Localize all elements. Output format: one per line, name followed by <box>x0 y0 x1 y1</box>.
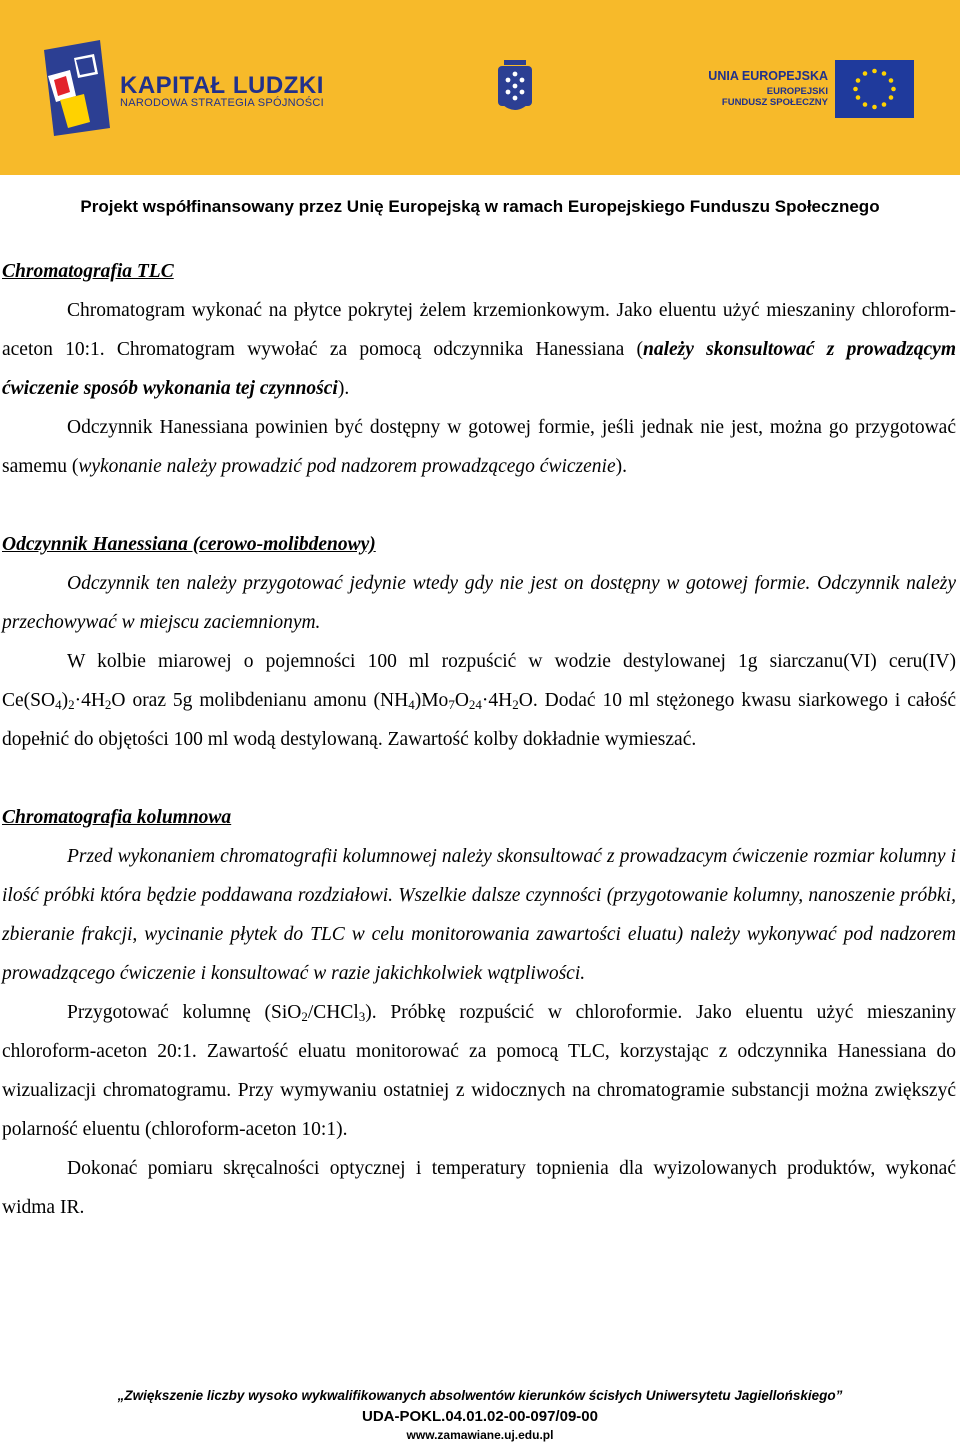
kapital-ludzki-subtitle: NARODOWA STRATEGIA SPÓJNOŚCI <box>120 97 324 109</box>
republic-emblem-icon <box>496 60 534 118</box>
header-band <box>0 0 960 175</box>
ue-subtitle-2: FUNDUSZ SPOŁECZNY <box>721 97 828 108</box>
kapital-ludzki-title: KAPITAŁ LUDZKI <box>120 72 324 99</box>
paragraph-column-2: Przygotować kolumnę (SiO$_2$/CHCl$_3$). Próbkę rozpuścić w chloroformie. Jako eluentu użyć mieszaniny chloroform-aceton 20:1. Zawartość eluatu monitorować za pomocą TLC, korzystając z odczynnika Hanessiana do wizualizacji chromatogramu. Przy wymywaniu ostatniej z widocznych na chromatogramie substancji można zwiększyć polarność eluentu (chloroform-aceton 10:1). <box>2 1002 956 1140</box>
footer-project-title: „Zwiększenie liczby wysoko wykwalifikowanych absolwentów kierunków ścisłych Uniwersytetu Jagiellońskiego” <box>117 1388 843 1403</box>
footer-project-code: UDA-POKL.04.01.02-00-097/09-00 <box>362 1408 598 1425</box>
paragraph-reagent-1: Odczynnik ten należy przygotować jedynie wtedy gdy nie jest on dostępny w gotowej formie. Odczynnik należy przechowywać w miejscu zaciemnionym. <box>2 573 956 633</box>
paragraph-tlc-1: Chromatogram wykonać na płytce pokrytej żelem krzemionkowym. Jako eluentu użyć mieszaniny chloroform-aceton 10:1. Chromatogram wywołać za pomocą odczynnika Hanessiana (należy skonsultować z prowadzącym ćwiczenie sposób wykonania tej czynności). <box>2 300 956 399</box>
paragraph-column-3: Dokonać pomiaru skręcalności optycznej i temperatury topnienia dla wyizolowanych produktów, wykonać widma IR. <box>2 1158 956 1218</box>
section-heading-tlc: Chromatografia TLC <box>2 261 174 282</box>
paragraph-reagent-2: W kolbie miarowej o pojemności 100 ml rozpuścić w wodzie destylowanej 1g siarczanu(VI) ceru(IV) $Ce(SO_4)_2\cdot 4H_2O$ oraz 5g molibdenianu amonu $(NH_4)Mo_7O_{24}\cdot 4H_2O$. Dodać 10 ml stężonego kwasu siarkowego i całość dopełnić do objętości 100 ml wodą destylowaną. Zawartość kolby dokładnie wymieszać. <box>2 651 956 750</box>
document-body <box>2 252 956 1227</box>
eu-flag-icon <box>835 60 914 118</box>
paragraph-tlc-2: Odczynnik Hanessiana powinien być dostępny w gotowej formie, jeśli jednak nie jest, można go przygotować samemu (wykonanie należy prowadzić pod nadzorem prowadzącego ćwiczenie). <box>2 417 956 477</box>
section-heading-reagent: Odczynnik Hanessiana (cerowo-molibdenowy) <box>2 534 376 555</box>
section-heading-column: Chromatografia kolumnowa <box>2 807 232 828</box>
ue-subtitle-1: EUROPEJSKI <box>766 86 828 97</box>
ue-title: UNIA EUROPEJSKA <box>708 69 828 83</box>
paragraph-column-1: Przed wykonaniem chromatografii kolumnowej należy skonsultować z prowadzacym ćwiczenie rozmiar kolumny i ilość próbki która będzie poddawana rozdziałowi. Wszelkie dalsze czynności (przygotowanie kolumny, nanoszenie próbki, zbieranie frakcji, wycinanie płytek do TLC w celu monitorowania zawartości eluatu) należy wykonywać pod nadzorem prowadzącego ćwiczenie i konsultować w razie jakichkolwiek wątpliwości. <box>2 846 956 984</box>
project-cofinancing-line: Projekt współfinansowany przez Unię Europejską w ramach Europejskiego Funduszu Społecznego <box>80 197 880 216</box>
footer-url: www.zamawiane.uj.edu.pl <box>406 1428 554 1442</box>
